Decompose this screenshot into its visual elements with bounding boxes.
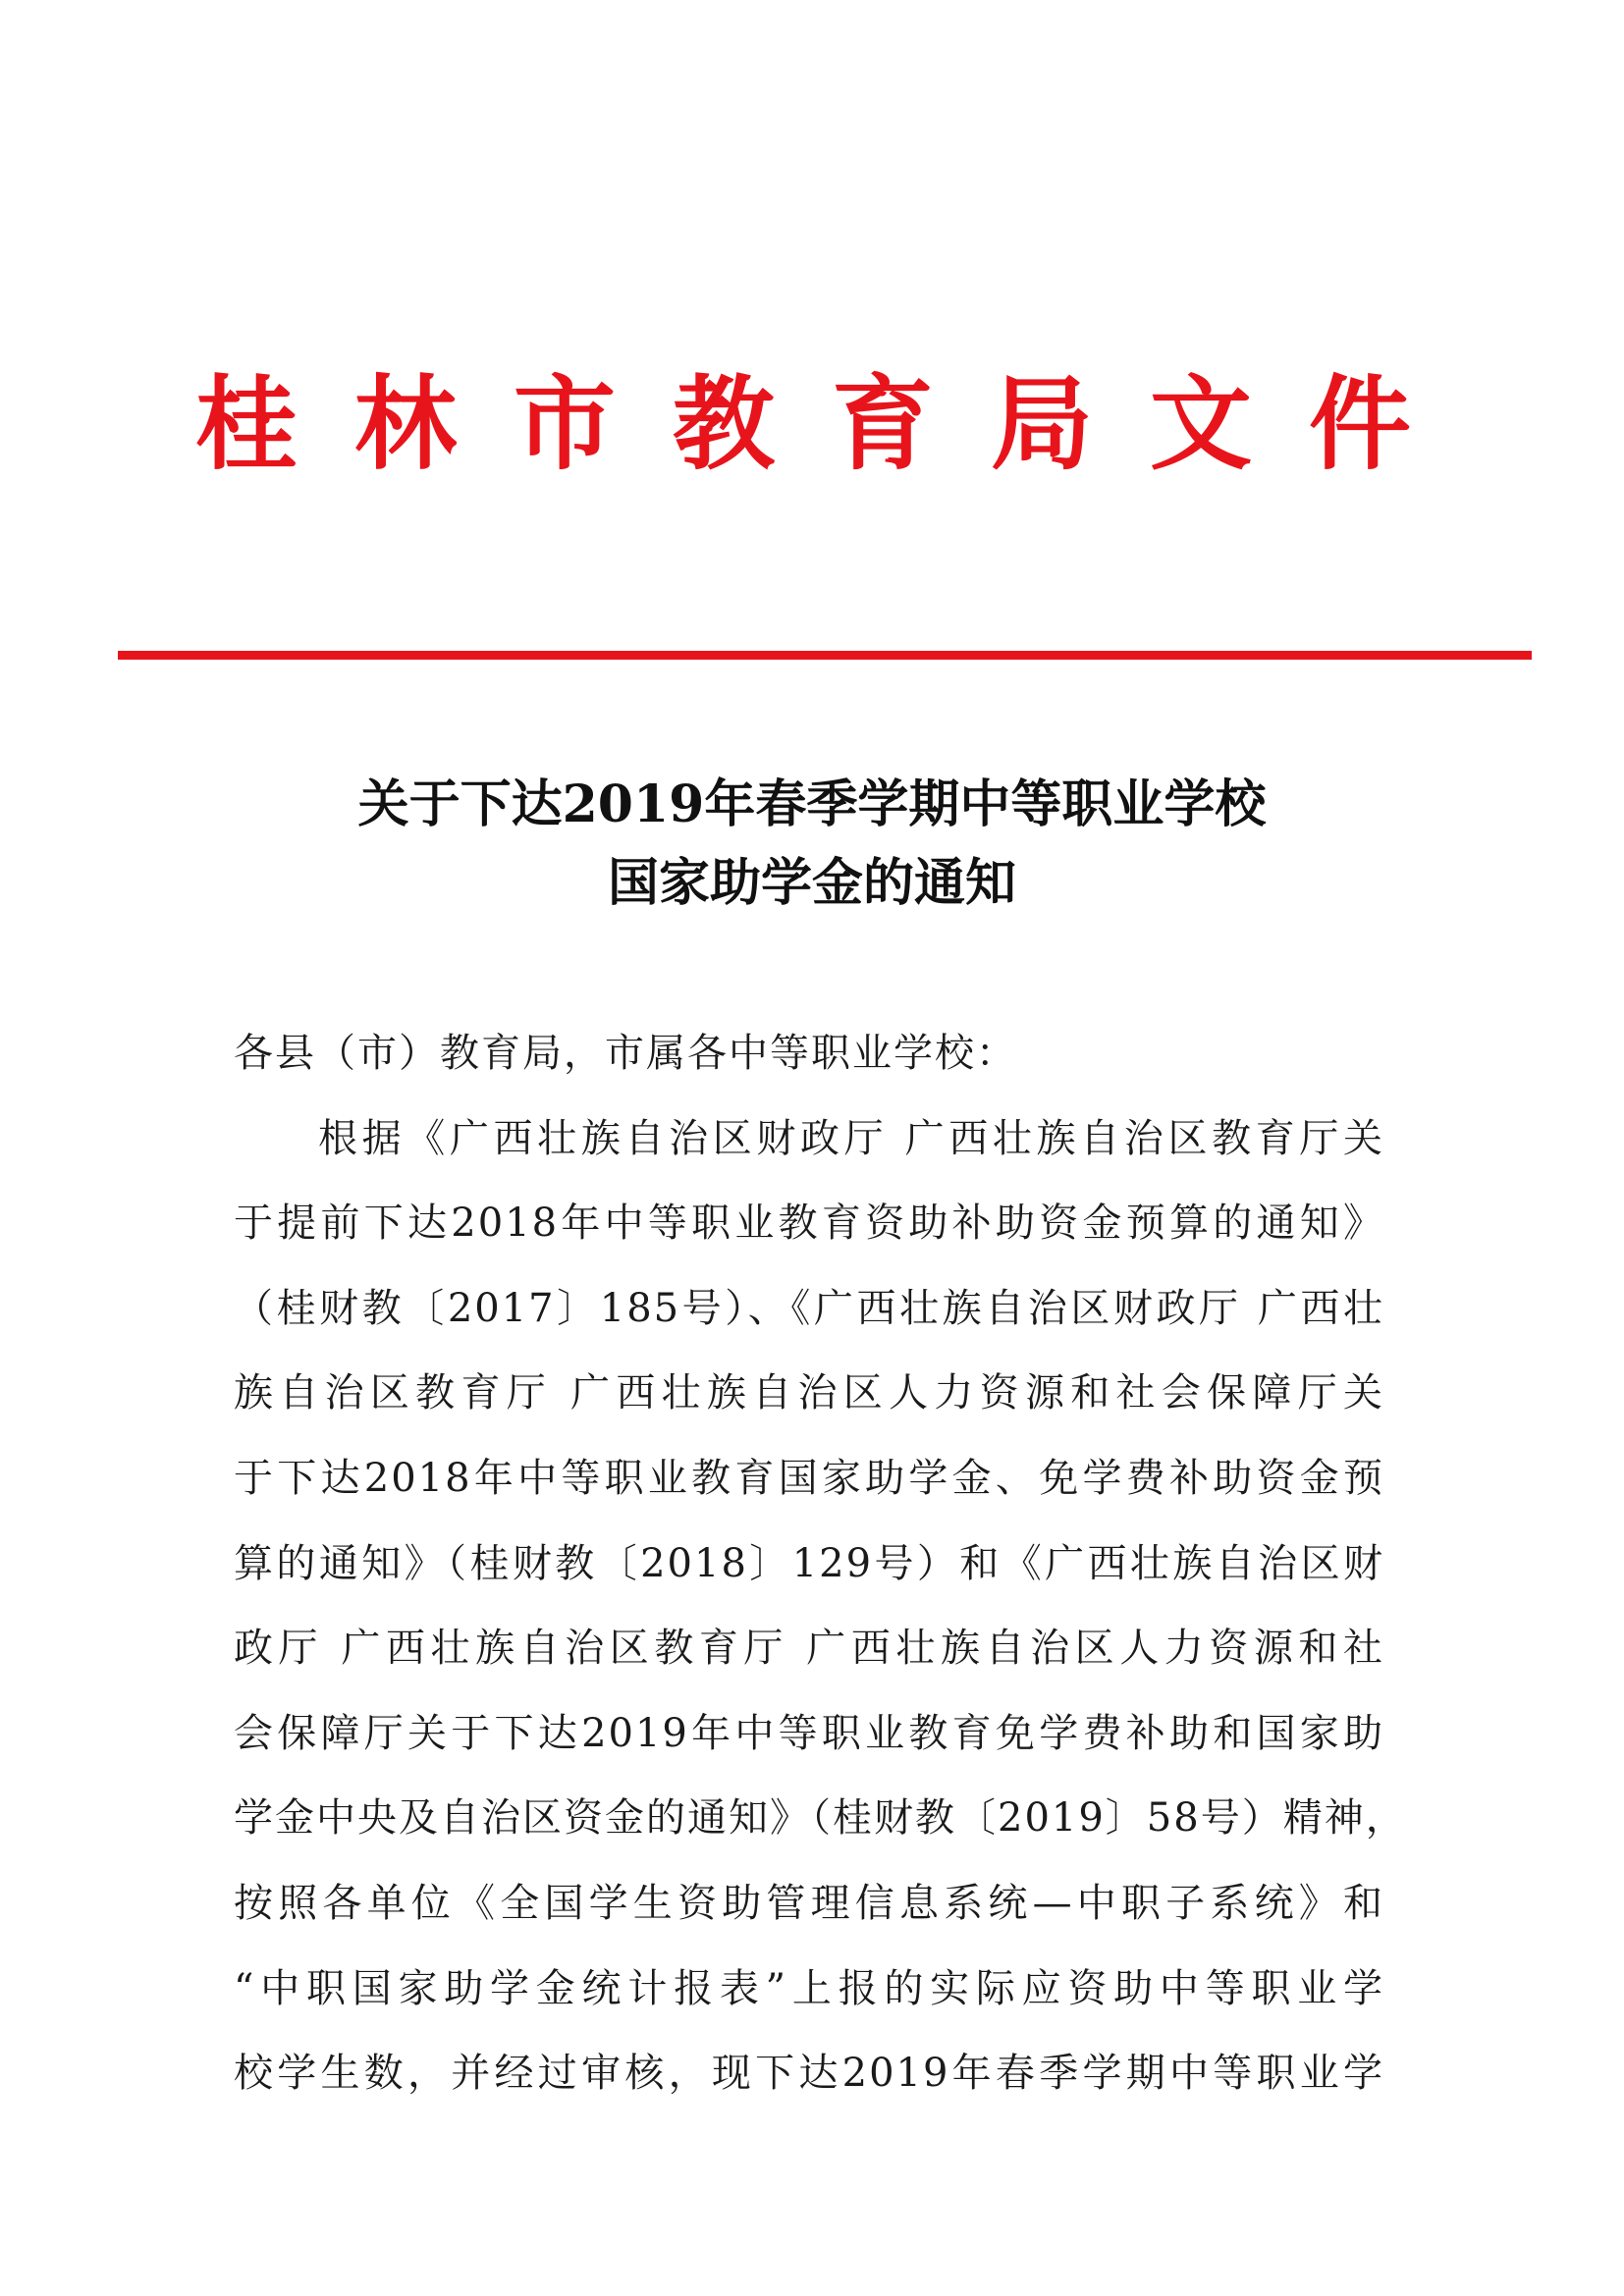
red-divider-line (118, 651, 1532, 660)
document-title-line-2: 国家助学金的通知 (607, 853, 1016, 913)
body-line: 于下达2018年中等职业教育国家助学金、免学费补助资金预 (234, 1455, 1384, 1501)
body-line: 于提前下达2018年中等职业教育资助补助资金预算的通知》 (234, 1201, 1384, 1247)
salutation: 各县（市）教育局，市属各中等职业学校： (234, 1031, 1017, 1076)
body-line: 会保障厅关于下达2019年中等职业教育免学费补助和国家助 (234, 1710, 1384, 1756)
body-line: （桂财教〔2017〕185号）、《广西壮族自治区财政厅 广西壮 (234, 1285, 1384, 1331)
body-line: 按照各单位《全国学生资助管理信息系统—中职子系统》和 (234, 1880, 1384, 1926)
body-line: 算的通知》（桂财教〔2018〕129号）和《广西壮族自治区财 (234, 1540, 1384, 1586)
body-line: “中职国家助学金统计报表”上报的实际应资助中等职业学 (234, 1965, 1384, 2011)
body-line: 政厅 广西壮族自治区教育厅 广西壮族自治区人力资源和社 (234, 1626, 1384, 1672)
issuer-header: 桂林市教育局文件 (194, 364, 1468, 484)
body-line: 族自治区教育厅 广西壮族自治区人力资源和社会保障厅关 (234, 1370, 1384, 1416)
body-line: 校学生数，并经过审核，现下达2019年春季学期中等职业学 (234, 2051, 1384, 2097)
document-body (234, 1011, 1407, 2116)
document-title-line-1: 关于下达2019年春季学期中等职业学校 (357, 774, 1267, 834)
body-line: 学金中央及自治区资金的通知》（桂财教〔2019〕58号）精神， (234, 1795, 1407, 1842)
body-line: 根据《广西壮族自治区财政厅 广西壮族自治区教育厅关 (318, 1115, 1384, 1161)
document-title (0, 766, 1624, 923)
